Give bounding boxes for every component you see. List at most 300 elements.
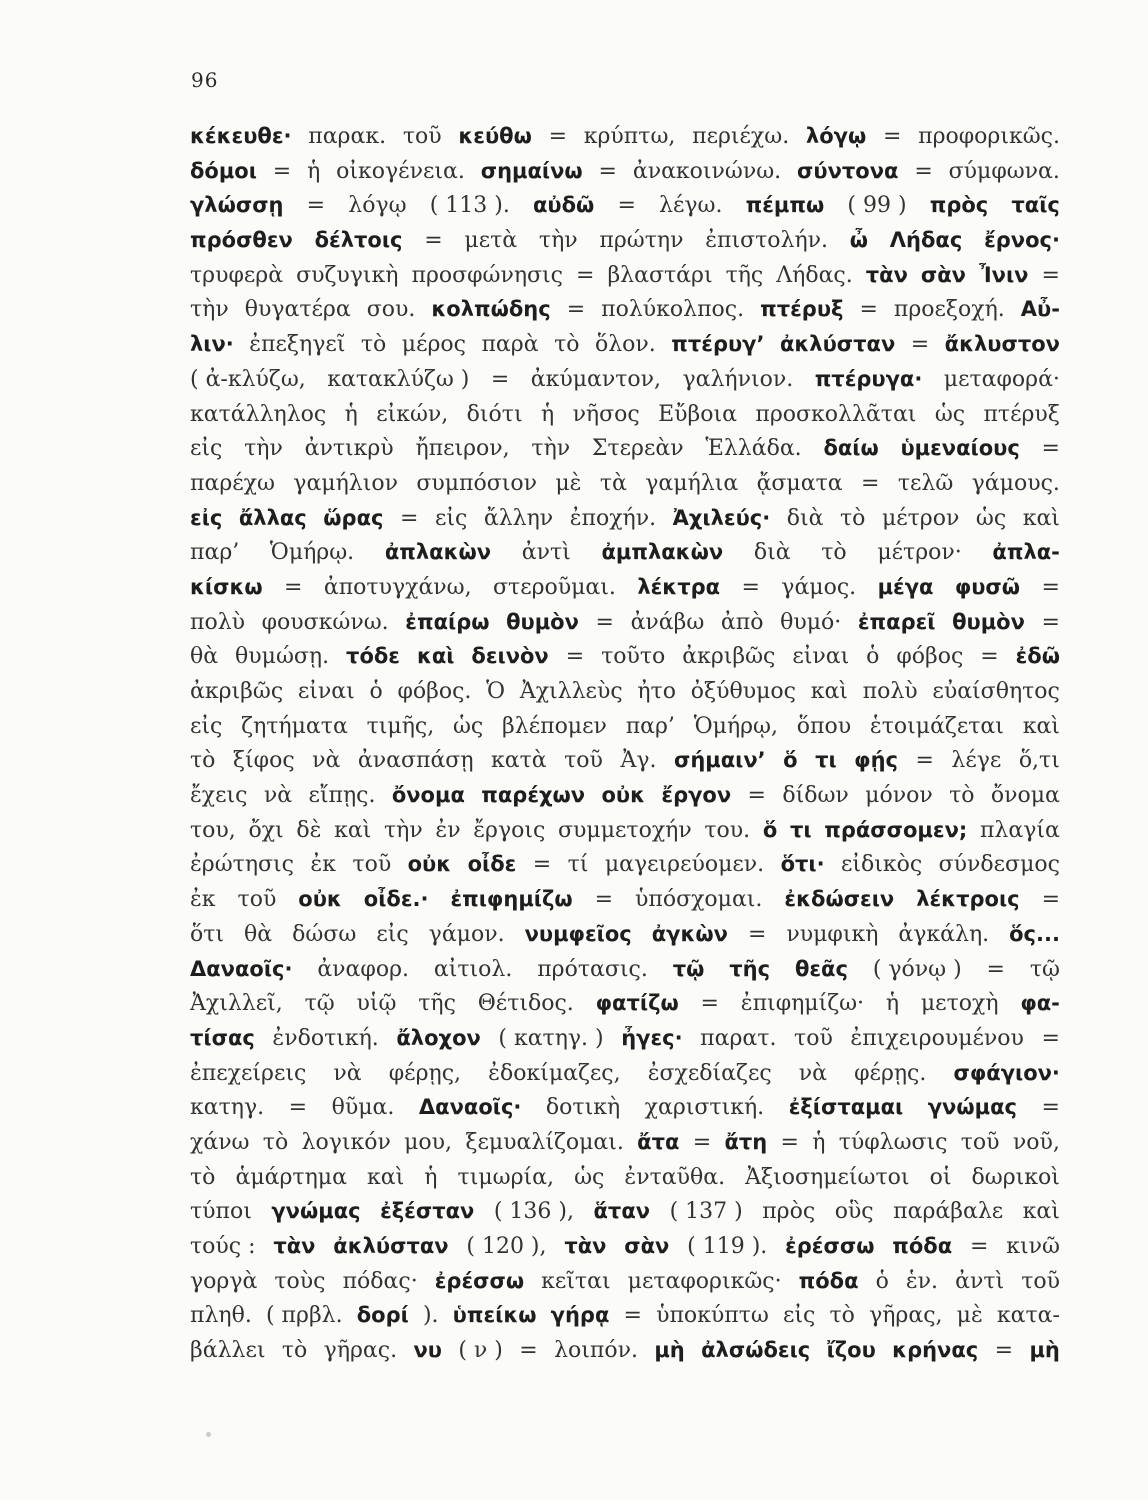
gloss-word: = — [1041, 1095, 1060, 1121]
gloss-word: = — [623, 1303, 642, 1329]
text-line — [190, 887, 1060, 922]
gloss-word: τοῦ — [960, 1129, 1000, 1155]
gloss-word: ἀκριβῶς — [682, 644, 776, 670]
gloss-word: μὲ — [555, 470, 582, 496]
gloss-word: ἐποχήν. — [569, 505, 657, 531]
gloss-word: εἰς — [190, 713, 223, 739]
headword: τι — [815, 748, 837, 773]
gloss-word: ( 119 ). — [687, 1234, 768, 1259]
gloss-word: γοργὰ — [190, 1268, 258, 1294]
gloss-word: γαμήλιον — [293, 470, 398, 496]
gloss-word: παρ’ — [190, 540, 240, 566]
gloss-word: παρὰ — [481, 332, 539, 358]
gloss-word: καὶ — [810, 679, 848, 704]
headword: καὶ — [416, 644, 455, 669]
headword: πόδα — [892, 1234, 953, 1258]
gloss-word: τοῦ — [564, 748, 603, 774]
gloss-word: του. — [704, 817, 751, 843]
gloss-word: = — [747, 783, 766, 809]
gloss-word: τὸ — [190, 1164, 216, 1190]
gloss-word: εἰς — [376, 921, 409, 947]
gloss-word: τὸ — [829, 1303, 855, 1329]
headword: ἀπλα- — [992, 540, 1060, 565]
gloss-word: αἰτιολ. — [433, 956, 513, 982]
gloss-word: = — [595, 609, 614, 635]
gloss-word: Ὁ — [486, 679, 506, 704]
headword: ἄλλας — [238, 505, 307, 530]
headword: πρόσθεν — [190, 228, 293, 253]
gloss-word: τύφλωσις — [838, 1129, 948, 1155]
gloss-word: ἡ — [424, 1164, 438, 1190]
gloss-word: θυγατέρα — [244, 297, 351, 323]
headword: Ἶνιν — [978, 262, 1029, 287]
gloss-word: οἰκογένεια. — [336, 158, 465, 184]
gloss-word: τρυφερὰ — [190, 262, 284, 288]
gloss-word: ἔργοις — [473, 817, 546, 843]
gloss-word: ἀνάβω — [630, 609, 705, 635]
text-line — [190, 1303, 1060, 1338]
gloss-word: γάμον. — [428, 921, 505, 947]
headword: δέλτοις — [314, 228, 403, 253]
gloss-word: διὰ — [786, 505, 824, 531]
gloss-word: ( 136 ), — [493, 1199, 574, 1225]
gloss-word: τί — [567, 852, 589, 878]
text-line — [190, 783, 1060, 818]
gloss-word: ὡς — [975, 505, 1007, 531]
headword: γνώμας — [271, 1199, 361, 1224]
headword: ὅ — [783, 748, 798, 773]
gloss-word: περιέχω. — [692, 124, 790, 149]
gloss-word: ( 137 ) — [669, 1199, 743, 1225]
headword: πόδα — [798, 1268, 859, 1293]
gloss-word: θυμό· — [780, 609, 842, 635]
headword: ἴζου — [826, 1338, 876, 1363]
headword: ἐξέσταν — [380, 1199, 475, 1224]
gloss-word: εἰς — [783, 1303, 816, 1329]
gloss-word: κεῖται — [541, 1268, 611, 1294]
headword: ἀκλύσταν — [333, 1234, 449, 1258]
headword: ἀλσώδεις — [701, 1338, 811, 1363]
gloss-word: ἀκύμαντον, — [530, 366, 662, 392]
gloss-word: ᾄσματα — [756, 470, 843, 496]
text-line — [190, 402, 1060, 437]
gloss-word: κατηγ. — [190, 1095, 265, 1121]
text-line — [190, 1269, 1060, 1304]
text-line — [190, 1199, 1060, 1234]
gloss-word: κατάλληλος — [190, 401, 327, 427]
gloss-word: πτέρυξ — [983, 401, 1060, 427]
text-line — [190, 263, 1060, 298]
gloss-word: ἐνταῦθα. — [624, 1164, 726, 1190]
gloss-word: πλαγία — [979, 817, 1060, 843]
gloss-word: = — [288, 1095, 308, 1121]
gloss-word: ἡ — [307, 158, 321, 184]
gloss-word: ἑτοιμάζεται — [869, 713, 1004, 739]
gloss-word: νὰ — [312, 748, 341, 774]
gloss-word: τὴν — [538, 228, 578, 254]
headword: Λήδας — [889, 228, 963, 253]
gloss-word: = — [1041, 574, 1060, 600]
headword: δορί — [356, 1303, 409, 1328]
headword: φα- — [1020, 991, 1060, 1016]
headword: θυμὸν — [506, 609, 579, 634]
page-number: 96 — [191, 68, 219, 92]
gloss-word: ἐπιχειρουμένου — [850, 1025, 1024, 1051]
gloss-word: εἶναι — [792, 644, 850, 670]
gloss-word: ἀντὶ — [521, 540, 571, 566]
gloss-word: οἱ — [929, 1164, 952, 1190]
gloss-word: τῷ — [304, 991, 335, 1017]
gloss-word: ἡ — [812, 1129, 826, 1155]
gloss-word: τὸ — [262, 1129, 289, 1155]
gloss-word: = — [272, 158, 292, 184]
text-line — [190, 1061, 1060, 1096]
headword: ἐρέσσω — [785, 1234, 875, 1258]
gloss-word: τὴν — [244, 436, 283, 462]
headword: φῄς — [854, 748, 898, 773]
gloss-word: κατὰ — [491, 748, 547, 774]
text-line — [190, 297, 1060, 332]
gloss-word: σύμφωνα. — [948, 158, 1060, 184]
gloss-word: ἡ — [885, 991, 900, 1017]
gloss-word: τελῶ — [897, 470, 954, 496]
headword: ἄκλυστον — [944, 332, 1060, 357]
headword: γήρᾳ — [550, 1303, 610, 1328]
gloss-word: Ἀχιλλεῖ, — [190, 991, 283, 1017]
headword: ἄλοχον — [396, 1025, 481, 1050]
headword: οὐκ — [298, 887, 342, 912]
gloss-word: ὡς — [574, 1164, 605, 1190]
gloss-word: τὸ — [949, 783, 975, 809]
gloss-word: σύνδεσμος — [938, 852, 1060, 878]
gloss-word: μέτρον· — [877, 540, 962, 566]
gloss-word: θὰ — [190, 644, 219, 670]
text-line — [190, 1026, 1060, 1061]
gloss-word: καὶ — [1022, 713, 1060, 739]
gloss-word: τοῦτο — [601, 644, 666, 670]
gloss-word: τοῦ — [794, 1025, 833, 1051]
gloss-word: Θέτιδος. — [477, 991, 574, 1017]
gloss-word: ἔχεις — [190, 783, 248, 809]
gloss-word: εἰκών, — [376, 401, 449, 427]
gloss-word: = — [780, 1129, 799, 1155]
text-line — [190, 1338, 1060, 1373]
gloss-word: = — [1041, 887, 1060, 913]
gloss-word: ἐπιφημίζω· — [740, 991, 865, 1017]
headword: σήμαιν’ — [673, 748, 766, 773]
gloss-word: τοῦ — [402, 124, 442, 149]
headword: ὄνομα — [391, 783, 465, 808]
gloss-word: Ἀγ. — [620, 748, 657, 774]
gloss-word: ( 113 ). — [429, 193, 510, 219]
gloss-word: κρύπτω, — [583, 124, 676, 149]
gloss-word: ὅλον. — [594, 332, 656, 358]
gloss-word: ἀκριβῶς — [190, 679, 284, 704]
gloss-word: τὰ — [599, 470, 627, 496]
gloss-word: = — [747, 921, 767, 947]
gloss-word: = — [914, 158, 933, 184]
headword: ὑπείκω — [452, 1303, 537, 1328]
headword: κέκευθε· — [190, 124, 292, 148]
gloss-word: εἶναι — [297, 679, 355, 704]
gloss-word: τῷ — [1029, 956, 1060, 982]
gloss-word: ὡς — [934, 401, 966, 427]
headword: ἐπιφημίζω — [450, 887, 573, 912]
text-line — [190, 957, 1060, 992]
gloss-word: ὁ — [875, 1268, 889, 1294]
gloss-word: προσκολλᾶται — [755, 401, 917, 427]
gloss-word: νυμφικὴ — [786, 921, 879, 947]
text-line — [190, 1234, 1060, 1269]
gloss-word: διότι — [466, 401, 523, 427]
gloss-word: στεροῦμαι. — [493, 574, 616, 600]
headword: νυ — [413, 1338, 442, 1363]
gloss-word: πρότασις. — [537, 956, 648, 982]
gloss-word: σου. — [366, 297, 416, 323]
gloss-word: τὸ — [360, 332, 387, 358]
gloss-word: νῆσος — [572, 401, 640, 427]
headword: σύντονα — [797, 158, 899, 183]
text-line — [190, 679, 1060, 714]
headword: σὰν — [920, 262, 966, 287]
headword: ἐπαρεῖ — [857, 609, 936, 634]
gloss-word: καὶ — [334, 817, 372, 843]
gloss-word: ὄνομα — [990, 783, 1060, 809]
gloss-word: = — [1041, 1025, 1060, 1051]
gloss-word: φέρῃς, — [388, 1060, 462, 1086]
headword: ἐκδώσειν — [784, 887, 895, 912]
gloss-word: διὰ — [753, 540, 791, 566]
gloss-word: ( 120 ), — [466, 1234, 547, 1259]
gloss-word: ἀντὶ — [955, 1268, 1005, 1294]
headword: εἰς — [190, 505, 223, 530]
text-line — [190, 367, 1060, 402]
gloss-word: = — [576, 262, 595, 288]
gloss-word: φόβος. — [397, 679, 472, 704]
text-line — [190, 852, 1060, 887]
gloss-word: ἐπεχείρεις — [190, 1060, 307, 1086]
gloss-word: τὴν — [190, 297, 229, 323]
gloss-word: ( γόνῳ ) — [872, 956, 962, 982]
gloss-word: = — [399, 505, 419, 531]
gloss-word: πληθ. — [190, 1303, 252, 1329]
headword: ὅ — [762, 817, 778, 842]
headword: κίσκω — [190, 574, 263, 599]
gloss-word: Ὁμήρῳ. — [269, 540, 355, 566]
gloss-word: προεξοχή. — [893, 297, 1005, 323]
gloss-word: νὰ — [798, 1060, 828, 1086]
gloss-word: παρ’ — [625, 713, 675, 739]
text-line — [190, 506, 1060, 541]
gloss-word: γῆρας, — [869, 1303, 943, 1329]
headword: φυσῶ — [954, 574, 1021, 599]
gloss-word: παράβαλε — [893, 1199, 1004, 1225]
text-line — [190, 1165, 1060, 1200]
headword: κεύθω — [458, 124, 532, 148]
headword: ἀκλύσταν — [779, 332, 896, 357]
headword: ὅς... — [1009, 921, 1060, 946]
gloss-word: ἦτο — [637, 679, 676, 704]
headword: μὴ — [654, 1338, 685, 1363]
headword: αὐδῶ — [533, 193, 595, 218]
gloss-word: συμμετοχήν — [558, 817, 692, 843]
gloss-word: λογικόν — [301, 1129, 391, 1155]
headword: μέγα — [877, 574, 934, 599]
gloss-word: παρατ. — [700, 1025, 777, 1051]
gloss-word: ). — [422, 1303, 439, 1329]
gloss-word: χάνω — [190, 1129, 250, 1155]
headword: τὰν — [865, 262, 908, 287]
text-line — [190, 124, 1060, 159]
text-line — [190, 332, 1060, 367]
gloss-word: λέγω. — [659, 193, 723, 219]
text-line — [190, 575, 1060, 610]
gloss-word: τιμωρία, — [457, 1164, 554, 1190]
headword: ὥρας — [323, 505, 384, 530]
gloss-word: = — [859, 297, 878, 323]
gloss-word: βλαστάρι — [607, 262, 713, 288]
gloss-word: οὓς — [834, 1199, 874, 1225]
headword: ἐξίσταμαι — [788, 1095, 904, 1120]
gloss-word: τὸ — [821, 540, 847, 566]
gloss-word: λόγῳ — [348, 193, 407, 219]
headword: λέκτρα — [637, 574, 721, 599]
gloss-word: μέτρον — [881, 505, 960, 531]
headword: ἄτη — [724, 1129, 768, 1154]
gloss-word: γάμος. — [781, 574, 857, 600]
headword: πτέρυξ — [760, 297, 844, 322]
gloss-word: καὶ — [1022, 505, 1060, 531]
gloss-word: = — [548, 124, 568, 149]
gloss-word: παρακ. — [308, 124, 387, 149]
gloss-word: μὲ — [956, 1303, 983, 1329]
headword: ἦγες· — [621, 1025, 683, 1050]
gloss-word: = — [532, 852, 552, 878]
gloss-word: τῆς — [418, 991, 456, 1017]
gloss-word: ἐν — [435, 817, 461, 843]
headword: οὐκ — [407, 852, 452, 877]
headword: λιν· — [190, 332, 234, 357]
headword: ταῖς — [1011, 193, 1060, 218]
gloss-word: = — [882, 124, 902, 149]
gloss-word: τοῦ — [352, 852, 392, 878]
gloss-word: δὲ — [296, 817, 322, 843]
headword: Δαναοῖς· — [418, 1095, 522, 1120]
gloss-word: φέρῃς. — [854, 1060, 927, 1086]
text-line — [190, 922, 1060, 957]
gloss-word: ἀνασπάσῃ — [357, 748, 474, 774]
gloss-word: Στερεὰν — [591, 436, 684, 462]
gloss-word: = — [306, 193, 326, 219]
gloss-word: πολὺ — [862, 679, 918, 704]
headword: νυμφεῖος — [524, 921, 632, 946]
gloss-word: ἀναφορ. — [317, 956, 409, 982]
text-line — [190, 1130, 1060, 1165]
headword: γλώσσῃ — [190, 193, 284, 218]
gloss-word: ὁ — [866, 644, 880, 670]
gloss-word: βλέπομεν — [502, 713, 607, 739]
headword: πράσσομεν; — [824, 817, 968, 842]
gloss-word: καὶ — [367, 1164, 405, 1190]
headword: θεᾶς — [794, 956, 848, 981]
gloss-word: τοῦ — [237, 887, 277, 913]
gloss-word: θῦμα. — [331, 1095, 395, 1121]
gloss-word: μόνον — [865, 783, 933, 809]
headword: τὰν — [564, 1234, 607, 1258]
gloss-word: Λήδας. — [776, 262, 853, 288]
text-line — [190, 644, 1060, 679]
headword: ἔρνος· — [984, 228, 1060, 253]
headword: πέμπω — [745, 193, 825, 218]
headword: πτέρυγα· — [814, 366, 923, 391]
gloss-word: = — [566, 297, 586, 323]
gloss-word: εἰς — [190, 436, 223, 462]
gloss-word: γάμους. — [971, 470, 1060, 496]
gloss-word: ἐκ — [310, 852, 336, 878]
gloss-word: ἀγκάλη. — [898, 921, 990, 947]
gloss-word: νοῦ, — [1012, 1129, 1060, 1155]
headword: ἐδῶ — [1015, 644, 1060, 669]
gloss-word: = — [519, 1338, 538, 1364]
headword: πρὸς — [929, 193, 989, 218]
gloss-word: μεταφορά· — [943, 366, 1060, 392]
gloss-word: ὁ — [369, 679, 383, 704]
gloss-word: ὑπόσχομαι. — [634, 887, 763, 913]
headword: σφάγιον· — [953, 1060, 1060, 1085]
gloss-word: προφορικῶς. — [918, 124, 1060, 149]
headword: τι — [789, 817, 812, 842]
gloss-word: ἡ — [540, 401, 555, 427]
headword: τὰν — [273, 1234, 316, 1258]
gloss-word: του, — [190, 817, 236, 843]
gloss-word: ἀντικρὺ — [304, 436, 394, 462]
gloss-word: χαριστική. — [644, 1095, 765, 1121]
gloss-word: ἐνδοτική. — [272, 1025, 379, 1051]
headword: ὦ — [849, 228, 869, 253]
paper-speck — [206, 1432, 211, 1437]
gloss-word: κατα- — [996, 1303, 1060, 1329]
gloss-word: πολὺ — [190, 609, 246, 635]
gloss-word: υἱῷ — [356, 991, 397, 1017]
gloss-word: τοῦ — [1021, 1268, 1060, 1294]
text-line — [190, 540, 1060, 575]
text-line — [190, 471, 1060, 506]
gloss-word: φουσκώνω. — [261, 609, 389, 635]
gloss-word: Εὔβοια — [658, 401, 737, 427]
headword: σὰν — [624, 1234, 670, 1258]
gloss-word: = — [700, 991, 719, 1017]
gloss-word: = — [980, 644, 999, 670]
gloss-word: Ἀξιοσημείωτοι — [745, 1164, 910, 1190]
gloss-word: ( ν ) — [458, 1338, 503, 1364]
headword: ἐπαίρω — [405, 609, 490, 634]
headword: Αὖ- — [1020, 297, 1060, 322]
headword: πτέρυγ’ — [671, 332, 765, 357]
gloss-word: μέρος — [401, 332, 466, 358]
headword: ἀγκὼν — [651, 921, 728, 946]
headword: οἶδε.· — [363, 887, 429, 912]
gloss-word: μεταφορικῶς· — [627, 1268, 782, 1294]
gloss-word: ( πρβλ. — [265, 1303, 343, 1329]
gloss-word: ξεμυαλίζομαι. — [465, 1129, 624, 1155]
gloss-word: Ἀχιλλεὺς — [519, 679, 623, 704]
gloss-word: τὸ — [281, 1338, 308, 1364]
gloss-word: = — [424, 228, 443, 254]
text-line — [190, 159, 1060, 194]
gloss-word: γαμήλια — [645, 470, 739, 496]
gloss-word: ζητήματα — [241, 713, 348, 739]
gloss-word: ἀνακοινώνω. — [632, 158, 782, 184]
